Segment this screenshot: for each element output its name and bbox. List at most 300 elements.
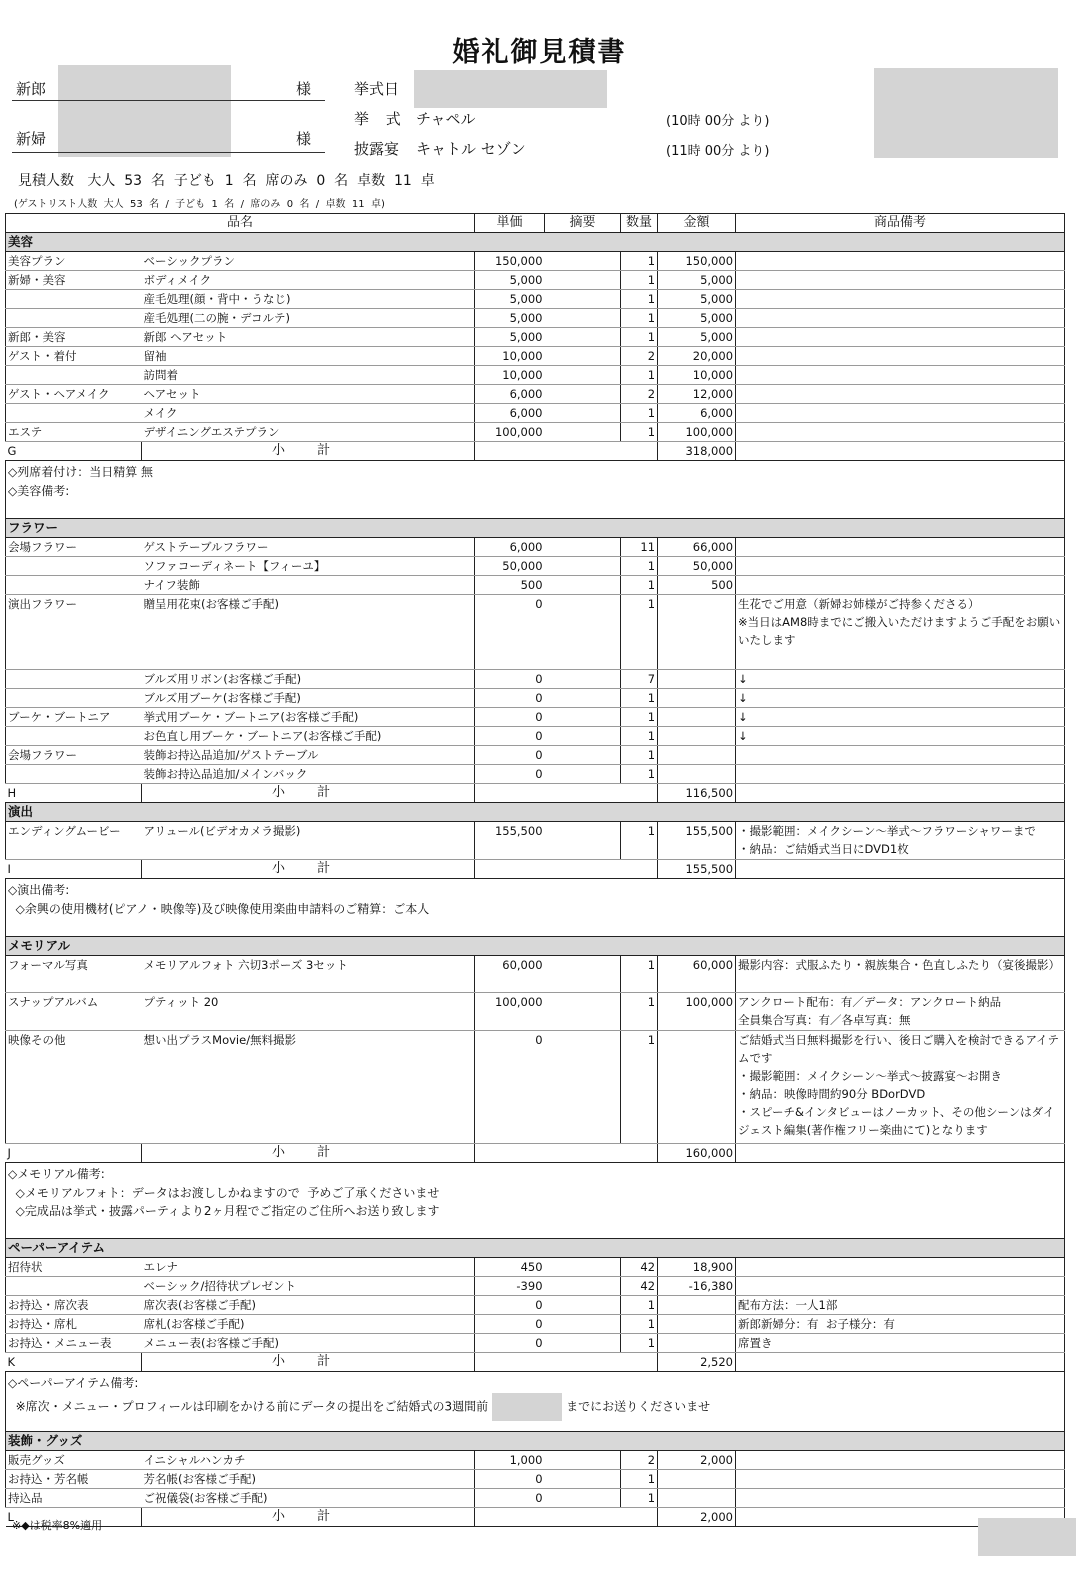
col-amount: 金額: [658, 214, 736, 233]
row-item-name: ソファコーディネート【フィーユ】: [142, 557, 475, 576]
row-summary: [545, 385, 621, 404]
row-item-name: 装飾お持込品追加/メインバック: [142, 765, 475, 784]
row-remarks: ↓: [736, 708, 1065, 727]
subtotal-code: I: [6, 859, 142, 878]
guest-counts: 見積人数 大人 53 名 子ども 1 名 席のみ 0 名 卓数 11 卓: [18, 173, 435, 189]
row-category: 美容プラン: [6, 252, 142, 271]
row-summary: [545, 765, 621, 784]
table-row: [6, 746, 1065, 765]
row-item-name: 贈呈用花束(お客様ご手配): [142, 595, 475, 670]
table-row: [6, 366, 1065, 385]
row-amount: 18,900: [658, 1257, 736, 1276]
row-item-name: メニュー表(お客様ご手配): [142, 1333, 475, 1352]
row-item-name: アリュール(ビデオカメラ撮影): [142, 822, 475, 860]
groom-underline: [12, 100, 325, 101]
redacted-date-inline: [492, 1393, 562, 1421]
section-notes-production: [6, 878, 1065, 936]
subtotal-remarks: [736, 784, 1065, 803]
row-amount: [658, 1314, 736, 1333]
subtotal-row-production: [6, 859, 1065, 878]
table-row: [6, 1469, 1065, 1488]
row-remarks: [736, 1257, 1065, 1276]
row-item-name: イニシャルハンカチ: [142, 1450, 475, 1469]
subtotal-amount: 2,000: [658, 1507, 736, 1526]
subtotal-row-beauty: [6, 442, 1065, 461]
row-quantity: 1: [621, 595, 658, 670]
col-name: 品名: [6, 214, 475, 233]
row-category: [6, 765, 142, 784]
row-amount: [658, 1333, 736, 1352]
row-category: 持込品: [6, 1488, 142, 1507]
row-item-name: メイク: [142, 404, 475, 423]
subtotal-remarks: [736, 859, 1065, 878]
table-row: [6, 423, 1065, 442]
row-category: [6, 576, 142, 595]
redacted-logo: [874, 68, 1058, 158]
row-quantity: 1: [621, 765, 658, 784]
reception-venue: キャトル セゾン: [416, 140, 526, 158]
subtotal-blank: [475, 859, 658, 878]
row-category: ゲスト・ヘアメイク: [6, 385, 142, 404]
row-summary: [545, 1450, 621, 1469]
subtotal-blank: [475, 784, 658, 803]
row-amount: 50,000: [658, 557, 736, 576]
row-category: お持込・芳名帳: [6, 1469, 142, 1488]
row-amount: [658, 1295, 736, 1314]
table-row: [6, 290, 1065, 309]
row-summary: [545, 708, 621, 727]
table-row: [6, 1295, 1065, 1314]
row-amount: [658, 595, 736, 670]
row-quantity: 1: [621, 1488, 658, 1507]
row-item-name: 席次表(お客様ご手配): [142, 1295, 475, 1314]
row-remarks: [736, 423, 1065, 442]
row-unit-price: 1,000: [475, 1450, 545, 1469]
row-quantity: 1: [621, 290, 658, 309]
row-item-name: 想い出プラスMovie/無料撮影: [142, 1030, 475, 1143]
row-unit-price: 5,000: [475, 290, 545, 309]
row-category: ゲスト・着付: [6, 347, 142, 366]
table-row: [6, 1314, 1065, 1333]
section-notes: [6, 1371, 1065, 1431]
row-category: [6, 290, 142, 309]
subtotal-code: K: [6, 1352, 142, 1371]
subtotal-remarks: [736, 1143, 1065, 1162]
table-row: [6, 765, 1065, 784]
subtotal-row-memorial: [6, 1143, 1065, 1162]
row-amount: 5,000: [658, 290, 736, 309]
bride-underline: [12, 152, 325, 153]
table-row: [6, 557, 1065, 576]
row-amount: 12,000: [658, 385, 736, 404]
ceremony-venue: チャペル: [416, 110, 476, 128]
row-remarks: [736, 1488, 1065, 1507]
notes-heading: ◇ペーパーアイテム備考:: [8, 1375, 139, 1390]
section-header-memorial: [6, 936, 1065, 955]
row-item-name: ブルズ用ブーケ(お客様ご手配): [142, 689, 475, 708]
reception-time: (11時 00分 より): [666, 144, 770, 159]
table-row: [6, 252, 1065, 271]
row-item-name: 装飾お持込品追加/ゲストテーブル: [142, 746, 475, 765]
bride-label: 新婦: [16, 130, 47, 148]
row-unit-price: 0: [475, 727, 545, 746]
row-unit-price: 0: [475, 746, 545, 765]
row-item-name: ベーシック/招待状プレゼント: [142, 1276, 475, 1295]
row-unit-price: 0: [475, 1295, 545, 1314]
ceremony-time: (10時 00分 より): [666, 114, 770, 129]
row-item-name: ヘアセット: [142, 385, 475, 404]
redacted-stamp: [978, 1518, 1076, 1556]
row-summary: [545, 822, 621, 860]
row-summary: [545, 576, 621, 595]
row-quantity: 1: [621, 309, 658, 328]
row-item-name: ベーシックプラン: [142, 252, 475, 271]
row-summary: [545, 366, 621, 385]
row-remarks: ご結婚式当日無料撮影を行い、後日ご購入を検討できるアイテムです ・撮影範囲：メイクシーン〜挙式〜披露宴〜お開き ・納品：映像時間約90分 BDorDVD ・スピーチ&インタビューはノーカット、その他シーンはダイジェスト編集(著作権フリー楽曲にて)となります: [736, 1030, 1065, 1143]
redacted-names: [58, 65, 231, 157]
subtotal-blank: [475, 442, 658, 461]
row-item-name: ゲストテーブルフラワー: [142, 538, 475, 557]
row-remarks: ↓: [736, 670, 1065, 689]
row-remarks: [736, 271, 1065, 290]
row-item-name: ご祝儀袋(お客様ご手配): [142, 1488, 475, 1507]
row-remarks: [736, 1469, 1065, 1488]
row-remarks: 生花でご用意（新婦お姉様がご持参くださる） ※当日はAM8時までにご搬入いただけますようご手配をお願いいたします: [736, 595, 1065, 670]
section-header-beauty: [6, 233, 1065, 252]
row-amount: 5,000: [658, 309, 736, 328]
row-quantity: 1: [621, 576, 658, 595]
row-quantity: 1: [621, 404, 658, 423]
subtotal-code: J: [6, 1143, 142, 1162]
table-header-row: [6, 214, 1065, 233]
row-item-name: ボディメイク: [142, 271, 475, 290]
row-category: 会場フラワー: [6, 746, 142, 765]
row-category: 新婦・美容: [6, 271, 142, 290]
row-summary: [545, 1469, 621, 1488]
row-remarks: 席置き: [736, 1333, 1065, 1352]
table-row: [6, 1488, 1065, 1507]
table-row: [6, 670, 1065, 689]
row-unit-price: 500: [475, 576, 545, 595]
row-quantity: 42: [621, 1276, 658, 1295]
section-title: ペーパーアイテム: [6, 1238, 1065, 1257]
row-amount: [658, 765, 736, 784]
section-notes: ◇演出備考: ◇余興の使用機材(ピアノ・映像等)及び映像使用楽曲申請料のご精算：ご本人: [6, 878, 1065, 936]
row-unit-price: 0: [475, 1469, 545, 1488]
row-category: [6, 557, 142, 576]
bride-honorific: 様: [296, 130, 312, 148]
row-remarks: 配布方法：一人1部: [736, 1295, 1065, 1314]
row-summary: [545, 1488, 621, 1507]
table-row: [6, 1333, 1065, 1352]
subtotal-blank: [475, 1143, 658, 1162]
row-summary: [545, 538, 621, 557]
row-quantity: 2: [621, 1450, 658, 1469]
row-amount: 60,000: [658, 955, 736, 993]
row-unit-price: 0: [475, 1314, 545, 1333]
table-row: [6, 347, 1065, 366]
row-summary: [545, 1257, 621, 1276]
row-remarks: [736, 576, 1065, 595]
row-amount: 5,000: [658, 328, 736, 347]
row-quantity: 1: [621, 1333, 658, 1352]
row-item-name: デザイニングエステプラン: [142, 423, 475, 442]
row-amount: 500: [658, 576, 736, 595]
row-unit-price: 0: [475, 765, 545, 784]
row-amount: 10,000: [658, 366, 736, 385]
subtotal-code: H: [6, 784, 142, 803]
row-summary: [545, 557, 621, 576]
row-remarks: [736, 557, 1065, 576]
section-header-paper: [6, 1238, 1065, 1257]
row-amount: -16,380: [658, 1276, 736, 1295]
row-summary: [545, 290, 621, 309]
table-row: [6, 404, 1065, 423]
row-unit-price: 0: [475, 689, 545, 708]
row-amount: 66,000: [658, 538, 736, 557]
row-quantity: 1: [621, 689, 658, 708]
row-category: ブーケ・ブートニア: [6, 708, 142, 727]
row-unit-price: 450: [475, 1257, 545, 1276]
row-unit-price: 0: [475, 1333, 545, 1352]
row-remarks: ・撮影範囲：メイクシーン〜挙式〜フラワーシャワーまで ・納品：ご結婚式当日にDVD1枚: [736, 822, 1065, 860]
section-notes-beauty: [6, 461, 1065, 519]
row-item-name: 留袖: [142, 347, 475, 366]
row-quantity: 2: [621, 385, 658, 404]
subtotal-label: 小 計: [142, 442, 475, 461]
section-header-flower: [6, 519, 1065, 538]
section-notes: ◇メモリアル備考: ◇メモリアルフォト：データはお渡ししかねますので 予めご了承くださいませ ◇完成品は挙式・披露パーティより2ヶ月程でご指定のご住所へお送り致します: [6, 1162, 1065, 1238]
table-row: [6, 993, 1065, 1031]
row-amount: 100,000: [658, 423, 736, 442]
section-header-goods: [6, 1431, 1065, 1450]
section-title: 演出: [6, 803, 1065, 822]
row-quantity: 1: [621, 1295, 658, 1314]
table-row: [6, 955, 1065, 993]
row-quantity: 1: [621, 993, 658, 1031]
row-item-name: 訪問着: [142, 366, 475, 385]
row-item-name: 挙式用ブーケ・ブートニア(お客様ご手配): [142, 708, 475, 727]
row-category: お持込・席札: [6, 1314, 142, 1333]
row-category: [6, 670, 142, 689]
row-category: 新郎・美容: [6, 328, 142, 347]
table-row: [6, 1257, 1065, 1276]
row-amount: [658, 1469, 736, 1488]
table-row: [6, 576, 1065, 595]
row-item-name: ナイフ装飾: [142, 576, 475, 595]
col-summary: 摘要: [545, 214, 621, 233]
row-unit-price: 5,000: [475, 271, 545, 290]
row-quantity: 1: [621, 955, 658, 993]
row-item-name: メモリアルフォト 六切3ポーズ 3セット: [142, 955, 475, 993]
row-summary: [545, 727, 621, 746]
groom-honorific: 様: [296, 80, 312, 98]
row-quantity: 1: [621, 252, 658, 271]
table-row: [6, 1030, 1065, 1143]
row-unit-price: 0: [475, 708, 545, 727]
subtotal-remarks: [736, 1352, 1065, 1371]
row-remarks: [736, 328, 1065, 347]
row-amount: 155,500: [658, 822, 736, 860]
document-title: 婚礼御見積書: [452, 37, 627, 68]
row-remarks: [736, 1276, 1065, 1295]
table-row: [6, 727, 1065, 746]
table-row: [6, 822, 1065, 860]
row-amount: [658, 670, 736, 689]
row-unit-price: 50,000: [475, 557, 545, 576]
row-remarks: [736, 366, 1065, 385]
col-qty: 数量: [621, 214, 658, 233]
table-row: [6, 538, 1065, 557]
row-remarks: アンクロート配布：有／データ：アンクロート納品 全員集合写真：有／各卓写真：無: [736, 993, 1065, 1031]
row-summary: [545, 1333, 621, 1352]
subtotal-amount: 2,520: [658, 1352, 736, 1371]
row-remarks: [736, 347, 1065, 366]
row-unit-price: 0: [475, 1030, 545, 1143]
row-category: エンディングムービー: [6, 822, 142, 860]
row-summary: [545, 595, 621, 670]
row-unit-price: 10,000: [475, 366, 545, 385]
row-item-name: プティット 20: [142, 993, 475, 1031]
row-quantity: 42: [621, 1257, 658, 1276]
row-category: [6, 366, 142, 385]
row-category: [6, 404, 142, 423]
row-summary: [545, 328, 621, 347]
row-category: 販売グッズ: [6, 1450, 142, 1469]
row-item-name: エレナ: [142, 1257, 475, 1276]
notes-text-b: までにお送りくださいませ: [566, 1399, 711, 1414]
row-remarks: [736, 538, 1065, 557]
table-row: [6, 1276, 1065, 1295]
row-summary: [545, 1314, 621, 1333]
row-amount: [658, 708, 736, 727]
table-row: [6, 271, 1065, 290]
row-amount: [658, 689, 736, 708]
section-title: 装飾・グッズ: [6, 1431, 1065, 1450]
row-amount: [658, 1488, 736, 1507]
row-remarks: ↓: [736, 689, 1065, 708]
subtotal-code: L: [6, 1507, 142, 1526]
row-amount: 100,000: [658, 993, 736, 1031]
row-quantity: 1: [621, 1030, 658, 1143]
row-item-name: ブルズ用リボン(お客様ご手配): [142, 670, 475, 689]
row-item-name: 席札(お客様ご手配): [142, 1314, 475, 1333]
subtotal-label: 小 計: [142, 1143, 475, 1162]
row-quantity: 1: [621, 746, 658, 765]
subtotal-remarks: [736, 442, 1065, 461]
notes-text-a: ※席次・メニュー・プロフィールは印刷をかける前にデータの提出をご結婚式の3週間前: [8, 1399, 489, 1414]
subtotal-amount: 116,500: [658, 784, 736, 803]
row-amount: [658, 727, 736, 746]
row-summary: [545, 670, 621, 689]
estimate-table: [5, 213, 1065, 1527]
row-category: 会場フラワー: [6, 538, 142, 557]
row-item-name: 新郎 ヘアセット: [142, 328, 475, 347]
row-unit-price: 0: [475, 595, 545, 670]
row-remarks: [736, 1450, 1065, 1469]
row-quantity: 1: [621, 1469, 658, 1488]
subtotal-amount: 160,000: [658, 1143, 736, 1162]
row-remarks: 新郎新婦分：有 お子様分：有: [736, 1314, 1065, 1333]
notes-line: [8, 1393, 1062, 1421]
ceremony-label: 挙 式: [354, 110, 407, 128]
subtotal-label: 小 計: [142, 1507, 475, 1526]
row-amount: [658, 1030, 736, 1143]
row-category: 招待状: [6, 1257, 142, 1276]
row-category: エステ: [6, 423, 142, 442]
section-notes-memorial: [6, 1162, 1065, 1238]
row-summary: [545, 746, 621, 765]
table-row: [6, 708, 1065, 727]
row-unit-price: 155,500: [475, 822, 545, 860]
row-unit-price: 5,000: [475, 309, 545, 328]
row-summary: [545, 1295, 621, 1314]
section-title: フラワー: [6, 519, 1065, 538]
section-title: メモリアル: [6, 936, 1065, 955]
row-remarks: [736, 252, 1065, 271]
row-quantity: 1: [621, 727, 658, 746]
row-category: [6, 1276, 142, 1295]
row-summary: [545, 1030, 621, 1143]
section-header-production: [6, 803, 1065, 822]
row-summary: [545, 423, 621, 442]
row-remarks: [736, 309, 1065, 328]
row-remarks: ↓: [736, 727, 1065, 746]
row-remarks: [736, 404, 1065, 423]
row-item-name: お色直し用ブーケ・ブートニア(お客様ご手配): [142, 727, 475, 746]
row-category: [6, 309, 142, 328]
section-notes-paper: [6, 1371, 1065, 1431]
subtotal-label: 小 計: [142, 1352, 475, 1371]
reception-label: 披露宴: [354, 140, 400, 158]
row-amount: 2,000: [658, 1450, 736, 1469]
row-item-name: 芳名帳(お客様ご手配): [142, 1469, 475, 1488]
table-row: [6, 595, 1065, 670]
row-amount: 20,000: [658, 347, 736, 366]
row-quantity: 1: [621, 1314, 658, 1333]
row-remarks: [736, 746, 1065, 765]
col-remarks: 商品備考: [736, 214, 1065, 233]
subtotal-amount: 318,000: [658, 442, 736, 461]
row-unit-price: 5,000: [475, 328, 545, 347]
row-amount: 6,000: [658, 404, 736, 423]
row-item-name: 産毛処理(二の腕・デコルテ): [142, 309, 475, 328]
row-summary: [545, 1276, 621, 1295]
row-category: [6, 727, 142, 746]
row-remarks: 撮影内容：式服ふたり・親族集合・色直しふたり（宴後撮影）: [736, 955, 1065, 993]
row-summary: [545, 347, 621, 366]
row-quantity: 1: [621, 423, 658, 442]
row-category: 演出フラワー: [6, 595, 142, 670]
row-unit-price: 60,000: [475, 955, 545, 993]
row-remarks: [736, 290, 1065, 309]
row-quantity: 1: [621, 822, 658, 860]
row-category: 映像その他: [6, 1030, 142, 1143]
subtotal-blank: [475, 1507, 658, 1526]
subtotal-amount: 155,500: [658, 859, 736, 878]
subtotal-label: 小 計: [142, 859, 475, 878]
table-row: [6, 1450, 1065, 1469]
row-unit-price: 100,000: [475, 993, 545, 1031]
redacted-date: [414, 70, 607, 108]
row-quantity: 1: [621, 328, 658, 347]
row-amount: [658, 746, 736, 765]
row-category: お持込・メニュー表: [6, 1333, 142, 1352]
row-unit-price: 6,000: [475, 404, 545, 423]
row-quantity: 1: [621, 557, 658, 576]
row-unit-price: 0: [475, 670, 545, 689]
row-category: スナップアルバム: [6, 993, 142, 1031]
